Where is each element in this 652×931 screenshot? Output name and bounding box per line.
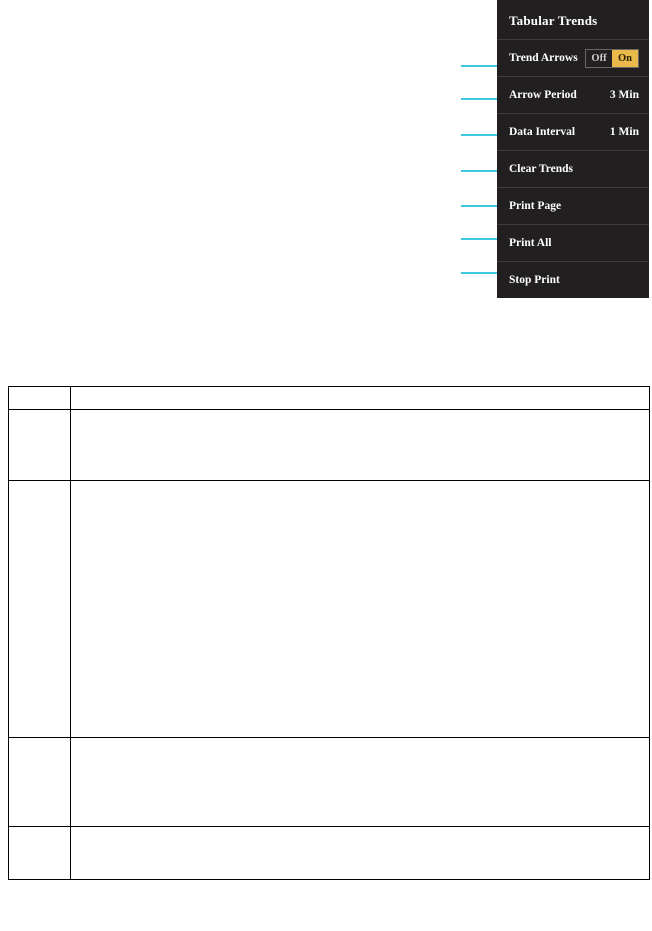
menu-item-label: Print Page: [509, 200, 562, 212]
menu-item-label: Print All: [509, 237, 552, 249]
callout-line-stop-print: [461, 272, 497, 274]
menu-item-label: Stop Print: [509, 274, 560, 286]
menu-item-print-all[interactable]: [497, 224, 649, 261]
toggle-option-off[interactable]: Off: [586, 50, 612, 67]
table-cell-desc: [71, 481, 650, 738]
table-row: [9, 738, 650, 827]
table-cell-desc: [71, 410, 650, 481]
callout-line-print-all: [461, 238, 497, 240]
menu-item-clear-trends[interactable]: [497, 150, 649, 187]
table-header-num: [9, 387, 71, 410]
callout-line-data-interval: [461, 134, 497, 136]
arrow-period-value[interactable]: 3 Min: [609, 89, 639, 101]
menu-item-data-interval[interactable]: [497, 113, 649, 150]
menu-item-trend-arrows[interactable]: [497, 39, 649, 76]
table-cell-num: [9, 410, 71, 481]
tabular-trends-menu: [497, 0, 649, 298]
menu-item-label: Trend Arrows: [509, 52, 578, 64]
table-cell-num: [9, 738, 71, 827]
legend-table-wrapper: [8, 386, 649, 880]
table-row: [9, 481, 650, 738]
callout-line-clear-trends: [461, 170, 497, 172]
toggle-option-on[interactable]: On: [612, 50, 638, 67]
callout-line-arrow-period: [461, 98, 497, 100]
menu-item-label: Data Interval: [509, 126, 576, 138]
menu-title: Tabular Trends: [509, 13, 598, 28]
menu-item-print-page[interactable]: [497, 187, 649, 224]
table-header-row: [9, 387, 650, 410]
menu-item-arrow-period[interactable]: [497, 76, 649, 113]
table-cell-num: [9, 827, 71, 880]
menu-item-stop-print[interactable]: [497, 261, 649, 298]
table-cell-num: [9, 481, 71, 738]
legend-table: [8, 386, 650, 880]
menu-item-label: Clear Trends: [509, 163, 574, 175]
table-row: [9, 827, 650, 880]
data-interval-value[interactable]: 1 Min: [609, 126, 639, 138]
trend-arrows-toggle[interactable]: [585, 49, 639, 68]
table-cell-desc: [71, 827, 650, 880]
callout-line-trend-arrows: [461, 65, 497, 67]
table-cell-desc: [71, 738, 650, 827]
table-header-desc: [71, 387, 650, 410]
callout-line-print-page: [461, 205, 497, 207]
menu-item-label: Arrow Period: [509, 89, 577, 101]
table-row: [9, 410, 650, 481]
